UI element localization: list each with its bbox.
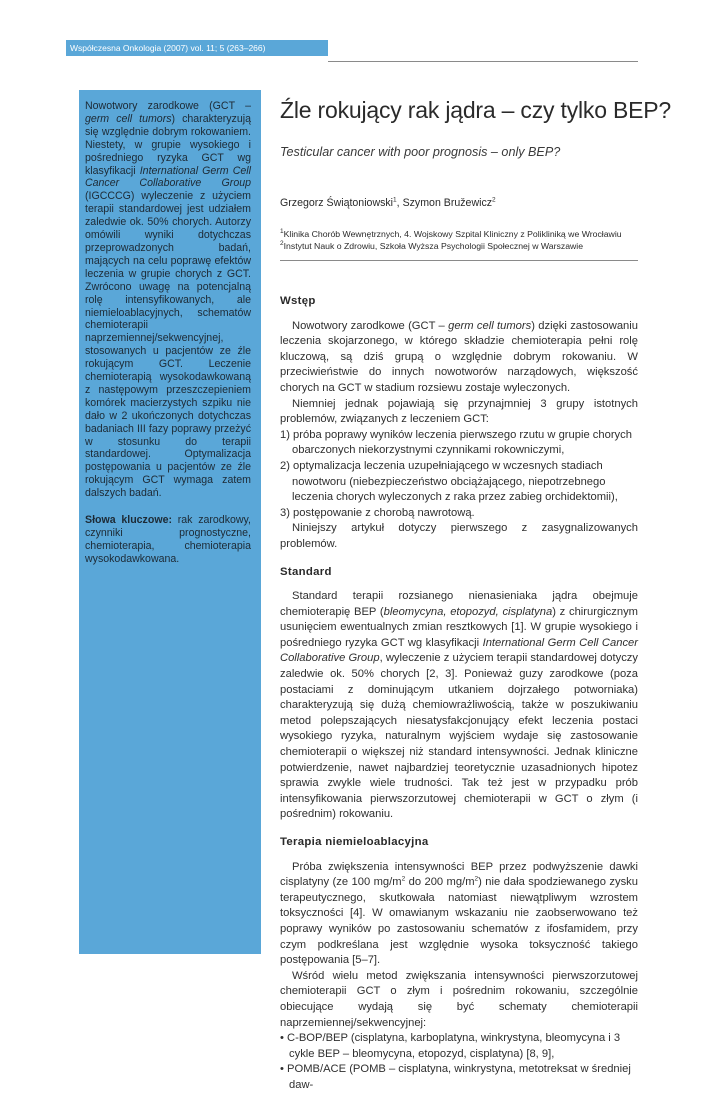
abstract-classification: International Germ Cell Cancer Collaborative Group (85, 164, 251, 190)
paragraph-part: ) z chirurgicznym usunięciem ewentualnych zmian resztkowych [1]. W grupie wysokiego i pośredniego ryzyka GCT wg klasyfikacji (280, 605, 638, 649)
author-separator: , (396, 197, 403, 209)
paragraph-part: Nowotwory zarodkowe (GCT – (292, 319, 449, 332)
abstract-text-part: (IGCCCG) wyleczenie z użyciem terapii standardowej jest udziałem zaledwie ok. 50% chorych. Autorzy omówili wyniki dotychczas przeprowadzonych badań, mających na celu poprawę efektów leczenia w grupie chorych z GCT. Zwrócono uwagę na potencjalną rolę intensyfikowanych, ale niemieloablacyjnych, schematów chemioterapii naprzemiennej/sekwencyjnej, stosowanych u pacjentów ze źle rokującym GCT. Leczenie chemioterapią wysokodawkowaną z następowym przeszczepieniem komórek macierzystych szpiku nie dało w 2 ukończonych dotychczas badaniach III fazy poprawy przeżyć w stosunku do terapii standardowej. Optymalizacja postępowania u pacjentów ze źle rokującym GCT wymaga zatem dalszych badań. (85, 190, 251, 500)
header-rule (328, 61, 638, 62)
abstract-text (85, 100, 251, 500)
author-name: Szymon Bružewicz (402, 197, 493, 209)
paragraph: Niemniej jednak pojawiają się przynajmniej 3 grupy istotnych problemów, związanych z leczeniem GCT: (280, 397, 638, 426)
authors (280, 197, 496, 209)
abstract-term: germ cell tumors (85, 112, 172, 125)
section-rule (280, 260, 638, 261)
list-item: 1) próba poprawy wyników leczenia pierwszego rzutu w grupie chorych obarczonych niekorzystnymi czynnikami rokowniczymi, (280, 428, 632, 457)
section-heading: Terapia niemieloablacyjna (280, 836, 429, 848)
paragraph (280, 319, 638, 397)
affiliation-text: Klinika Chorób Wewnętrznych, 4. Wojskowy Szpital Kliniczny z Polikliniką we Wrocławiu (283, 229, 622, 239)
author-affiliation-mark: 1 (393, 196, 397, 204)
keywords-text: rak zarodkowy, czynniki prognostyczne, chemioterapia, chemioterapia wysokodawkowana. (85, 514, 251, 565)
bullet-item: • C-BOP/BEP (cisplatyna, karboplatyna, winkrystyna, bleomycyna i 3 cykle BEP – bleomycyna, etopozyd, cisplatyna) [8, 9], (280, 1032, 621, 1060)
paragraph-part: , wyleczenie z użyciem terapii standardowej dotyczy zaledwie ok. 50% chorych [2, 3]. Ponieważ guzy zarodkowe (poza postaciami z dominującym utkaniem dojrzałego potworniaka) charakteryzują się dużą chemiowrażliwością, także w poszukiwaniu metod polepszających niesatysfakcjonujący efekt leczenia postaci wysokiego ryzyka, naturalnym wyjściem wydaje się zastosowanie chemioterapii o większej niż standard intensywności. Jednak kliniczne potwierdzenie, nawet najbardziej teoretycznie uzasadnionych hipotez sprawia zwykle wiele trudności. Tak też jest w przypadku prób intensyfikowania pierwszorzutowej chemioterapii w GCT o złym (i pośrednim) rokowaniu. (280, 652, 638, 821)
journal-header-badge (66, 40, 328, 56)
section-heading: Standard (280, 565, 332, 578)
affiliation (280, 241, 583, 251)
paragraph-part: ) nie dała spodziewanego zysku terapeutycznego, skutkowała natomiast niewątpliwym wzrostem toksyczności [4]. W omawianym wskazaniu nie zaobserwowano też poprawy wyników po zastosowaniu schematów z ifosfamidem, przy czym podkreślana jest względnie wysoka toksyczność takiego postępowania [5–7]. (280, 876, 638, 967)
affiliation (280, 229, 622, 239)
section-nonmyeloablative (280, 835, 638, 1094)
author-affiliation-mark: 2 (492, 196, 496, 204)
list-item: 3) postępowanie z chorobą nawrotową. (280, 506, 475, 519)
paragraph-term: bleomycyna, etopozyd, cisplatyna (383, 605, 553, 618)
superscript: 2 (401, 875, 406, 883)
paragraph-part: Standard terapii rozsianego nienasieniaka jądra obejmuje chemioterapię BEP ( (280, 590, 638, 618)
section-intro (280, 294, 638, 553)
paragraph (280, 860, 638, 969)
journal-citation: Współczesna Onkologia (2007) vol. 11; 5 (263–266) (70, 43, 266, 53)
paragraph-part: Próba zwiększenia intensywności BEP przez podwyższenie dawki cisplatyny (ze 100 mg/m (280, 860, 638, 889)
paragraph: Niniejszy artykuł dotyczy pierwszego z zasygnalizowanych problemów. (280, 522, 638, 550)
article-title: Źle rokujący rak jądra – czy tylko BEP? (280, 97, 672, 123)
superscript: 2 (474, 875, 479, 883)
paragraph (280, 589, 638, 823)
paragraph-part: ) dzięki zastosowaniu leczenia skojarzonego, w którego składzie chemioterapia pełni rolę kluczową, są dziś grupą o względnie dobrym rokowaniu. W przeciwieństwie do innych nowotworów narządowych, większość chorych na GCT w stadium rozsiewu zostaje wyleczonych. (280, 319, 638, 394)
affiliation-text: Instytut Nauk o Zdrowiu, Szkoła Wyższa Psychologii Społecznej w Warszawie (283, 241, 584, 251)
article-body (280, 294, 638, 1094)
bullet-item: • POMB/ACE (POMB – cisplatyna, winkrystyna, metotreksat w średniej daw- (280, 1063, 631, 1091)
keywords-label: Słowa kluczowe: (85, 514, 172, 527)
author-name: Grzegorz Świątoniowski (280, 197, 394, 209)
paragraph: Wśród wielu metod zwiększania intensywności pierwszorzutowej chemioterapii GCT o złym i pośrednim rokowaniu, szczególnie obiecujące wydają się być schematy chemioterapii naprzemiennej/sekwencyjnej: (280, 969, 638, 1029)
article-subtitle: Testicular cancer with poor prognosis – only BEP? (280, 145, 561, 159)
paragraph-term: International Germ Cell Cancer Collaborative Group (280, 636, 638, 665)
abstract-text-part: Nowotwory zarodkowe (GCT – (85, 100, 251, 112)
paragraph-part: do 200 mg/m (405, 876, 475, 889)
section-standard (280, 565, 638, 824)
list-item: 2) optymalizacja leczenia uzupełniającego w wczesnych stadiach nowotworu (niebezpieczeństwo obciążającego, niepotrzebnego leczenia chorych wyleczonych z raka przez zabieg orchidektomii), (280, 459, 618, 504)
paragraph-term: germ cell tumors (448, 319, 532, 332)
keywords (85, 514, 251, 566)
section-heading: Wstęp (280, 295, 316, 307)
abstract-text-part: ) charakteryzują się względnie dobrym rokowaniem. Niestety, w grupie wysokiego i pośredniego ryzyka GCT wg klasyfikacji (85, 112, 251, 177)
affiliation-mark: 2 (280, 240, 284, 248)
affiliation-mark: 1 (280, 228, 284, 236)
abstract-sidebar (79, 90, 261, 954)
